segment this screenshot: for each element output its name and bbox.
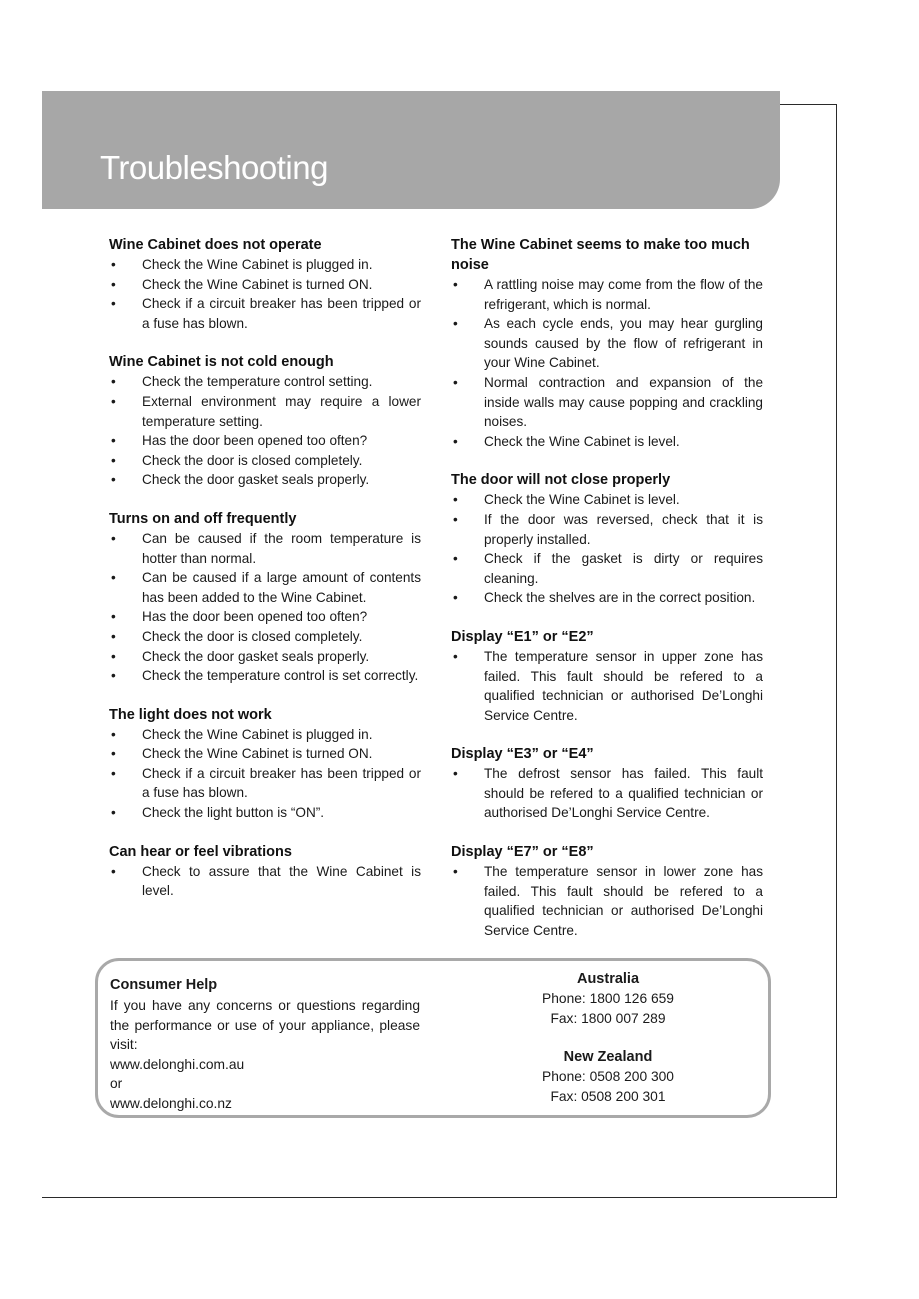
list-item-text: Check the Wine Cabinet is plugged in. <box>142 257 373 272</box>
list-item-text: Normal contraction and expansion of the inside walls may cause popping and crackling noises. <box>484 374 763 430</box>
section-heading: Wine Cabinet is not cold enough <box>109 354 334 371</box>
list-item-text: Check if the gasket is dirty or requires cleaning. <box>484 551 763 586</box>
consumer-help-box <box>95 958 771 1118</box>
troubleshooting-section <box>109 705 421 823</box>
section-heading: Wine Cabinet does not operate <box>109 237 322 253</box>
bullet-icon: • <box>111 863 116 879</box>
bullet-list <box>451 647 763 725</box>
bullet-list <box>109 372 421 490</box>
bullet-icon: • <box>111 276 116 292</box>
list-item <box>451 275 763 314</box>
bullet-icon: • <box>453 864 458 880</box>
australia-heading: Australia <box>576 971 640 987</box>
list-item-text: Has the door been opened too often? <box>142 433 368 449</box>
bullet-icon: • <box>111 726 116 742</box>
section-heading: Display “E1” or “E2” <box>451 628 594 645</box>
left-column <box>109 235 421 901</box>
list-item <box>109 451 421 471</box>
list-item-text: Check the door gasket seals properly. <box>142 648 370 664</box>
section-gap <box>451 823 763 842</box>
bullet-icon: • <box>111 765 116 781</box>
list-item <box>109 529 421 568</box>
frame-line-bottom <box>42 1197 837 1198</box>
list-item-text: External environment may require a lower temperature setting. <box>142 393 421 429</box>
list-item-text: Check the Wine Cabinet is plugged in. <box>142 726 373 742</box>
list-item <box>451 764 763 823</box>
troubleshooting-section <box>451 842 763 940</box>
troubleshooting-section <box>109 352 421 490</box>
bullet-list <box>109 529 421 686</box>
list-item <box>109 647 421 667</box>
troubleshooting-section <box>109 509 421 686</box>
bullet-icon: • <box>453 551 458 567</box>
list-item <box>109 294 421 333</box>
list-item <box>451 862 763 940</box>
new-zealand-phone: Phone: 0508 200 300 <box>542 1069 674 1084</box>
list-item <box>451 373 763 432</box>
list-item <box>109 431 421 451</box>
list-item <box>451 490 763 510</box>
section-gap <box>451 608 763 627</box>
list-item <box>109 372 421 392</box>
list-item-text: Check the shelves are in the correct position. <box>484 590 756 606</box>
list-item <box>109 255 421 275</box>
new-zealand-fax: Fax: 0508 200 301 <box>550 1088 666 1104</box>
bullet-icon: • <box>111 805 116 821</box>
troubleshooting-section <box>451 627 763 725</box>
list-item <box>109 470 421 490</box>
list-item-text: The temperature sensor in upper zone has failed. This fault should be refered to a qualified technician or authorised De’Longhi Service Centre. <box>484 648 763 723</box>
bullet-icon: • <box>111 648 116 664</box>
bullet-icon: • <box>111 628 116 644</box>
bullet-icon: • <box>453 590 458 606</box>
url-new-zealand-link[interactable]: www.delonghi.co.nz <box>110 1095 232 1111</box>
section-heading: The light does not work <box>109 706 272 723</box>
section-gap <box>109 686 421 705</box>
list-item <box>109 392 421 431</box>
list-item <box>109 803 421 823</box>
section-heading: Display “E3” or “E4” <box>451 746 594 763</box>
list-item-text: Check if a circuit breaker has been tripped or a fuse has blown. <box>142 296 421 331</box>
list-item <box>109 627 421 647</box>
list-item-text: Has the door been opened too often? <box>142 609 368 625</box>
list-item <box>451 432 763 452</box>
list-item <box>451 510 763 549</box>
bullet-list <box>109 862 421 901</box>
australia-phone: Phone: 1800 126 659 <box>542 991 674 1006</box>
list-item-text: The defrost sensor has failed. This fault should be refered to a qualified technician or authorised De’Longhi Service Centre. <box>484 766 763 821</box>
bullet-icon: • <box>111 296 116 312</box>
list-item-text: Check the temperature control is set correctly. <box>142 668 419 684</box>
frame-line-right <box>836 104 837 1198</box>
bullet-icon: • <box>453 433 458 449</box>
bullet-list <box>451 764 763 823</box>
list-item-text: Check the Wine Cabinet is level. <box>484 433 680 449</box>
bullet-list <box>109 255 421 333</box>
right-column <box>451 235 763 940</box>
list-item-text: Check if a circuit breaker has been tripped or a fuse has blown. <box>142 765 421 801</box>
bullet-icon: • <box>111 609 116 625</box>
bullet-list <box>451 862 763 940</box>
list-item-text: Can be caused if a large amount of contents has been added to the Wine Cabinet. <box>142 570 421 605</box>
section-gap <box>451 725 763 744</box>
list-item-text: Can be caused if the room temperature is hotter than normal. <box>142 530 421 566</box>
section-heading: Display “E7” or “E8” <box>451 844 594 861</box>
contact-numbers <box>508 969 708 1106</box>
list-item <box>451 549 763 588</box>
troubleshooting-section <box>109 842 421 901</box>
bullet-icon: • <box>453 316 458 332</box>
list-item <box>109 744 421 764</box>
list-item-text: Check the Wine Cabinet is level. <box>484 492 680 508</box>
bullet-icon: • <box>111 570 116 586</box>
page-title: Troubleshooting <box>100 149 328 186</box>
list-item-text: The temperature sensor in lower zone has failed. This fault should be refered to a qualified technician or authorised De’Longhi Service Centre. <box>484 864 763 938</box>
consumer-help-intro: If you have any concerns or questions regarding the performance or use of your appliance, please visit: <box>110 998 420 1052</box>
list-item-text: As each cycle ends, you may hear gurgling sounds caused by the flow of refrigerant in your Wine Cabinet. <box>484 316 763 371</box>
list-item-text: Check to assure that the Wine Cabinet is level. <box>142 863 421 899</box>
header-band <box>42 91 780 209</box>
bullet-list <box>451 275 763 451</box>
bullet-icon: • <box>453 277 458 292</box>
list-item-text: Check the light button is “ON”. <box>142 805 325 821</box>
bullet-icon: • <box>111 433 116 449</box>
list-item-text: Check the Wine Cabinet is turned ON. <box>142 746 373 762</box>
section-gap <box>109 490 421 509</box>
list-item-text: Check the door gasket seals properly. <box>142 472 370 488</box>
list-item <box>109 764 421 803</box>
section-heading: The Wine Cabinet seems to make too much noise <box>451 237 750 273</box>
bullet-icon: • <box>453 492 458 508</box>
bullet-icon: • <box>111 746 116 762</box>
bullet-icon: • <box>111 257 116 272</box>
bullet-icon: • <box>111 668 116 684</box>
bullet-list <box>451 490 763 608</box>
troubleshooting-section <box>451 470 763 608</box>
list-item <box>451 647 763 725</box>
section-gap <box>109 823 421 842</box>
bullet-icon: • <box>111 374 116 390</box>
list-item-text: If the door was reversed, check that it is properly installed. <box>484 511 763 547</box>
list-item-text: Check the Wine Cabinet is turned ON. <box>142 276 373 292</box>
list-item <box>109 607 421 627</box>
bullet-icon: • <box>111 530 116 546</box>
or-text: or <box>110 1076 123 1091</box>
list-item <box>451 314 763 373</box>
bullet-icon: • <box>453 766 458 782</box>
consumer-help-heading: Consumer Help <box>110 977 218 993</box>
section-heading: Can hear or feel vibrations <box>109 843 292 860</box>
troubleshooting-section <box>451 235 763 451</box>
list-item-text: Check the door is closed completely. <box>142 628 363 644</box>
bullet-icon: • <box>111 452 116 468</box>
bullet-icon: • <box>111 472 116 488</box>
bullet-icon: • <box>453 648 458 664</box>
list-item <box>109 666 421 686</box>
troubleshooting-section <box>451 744 763 823</box>
list-item <box>109 568 421 607</box>
section-heading: The door will not close properly <box>451 472 671 489</box>
contact-spacer <box>508 1028 708 1047</box>
list-item-text: Check the temperature control setting. <box>142 374 373 390</box>
frame-line-top <box>780 104 837 105</box>
troubleshooting-section <box>109 235 421 333</box>
section-gap <box>109 333 421 352</box>
bullet-icon: • <box>453 511 458 527</box>
bullet-icon: • <box>111 393 116 409</box>
bullet-list <box>109 725 421 823</box>
url-australia-link[interactable]: www.delonghi.com.au <box>110 1056 245 1072</box>
list-item-text: A rattling noise may come from the flow of the refrigerant, which is normal. <box>484 277 763 312</box>
list-item <box>451 588 763 608</box>
australia-fax: Fax: 1800 007 289 <box>550 1010 666 1026</box>
bullet-icon: • <box>453 374 458 390</box>
list-item <box>109 862 421 901</box>
section-heading: Turns on and off frequently <box>109 510 297 527</box>
new-zealand-heading: New Zealand <box>563 1049 653 1065</box>
list-item-text: Check the door is closed completely. <box>142 452 363 468</box>
list-item <box>109 275 421 295</box>
section-gap <box>451 451 763 470</box>
list-item <box>109 725 421 745</box>
consumer-help-info <box>110 975 420 1113</box>
